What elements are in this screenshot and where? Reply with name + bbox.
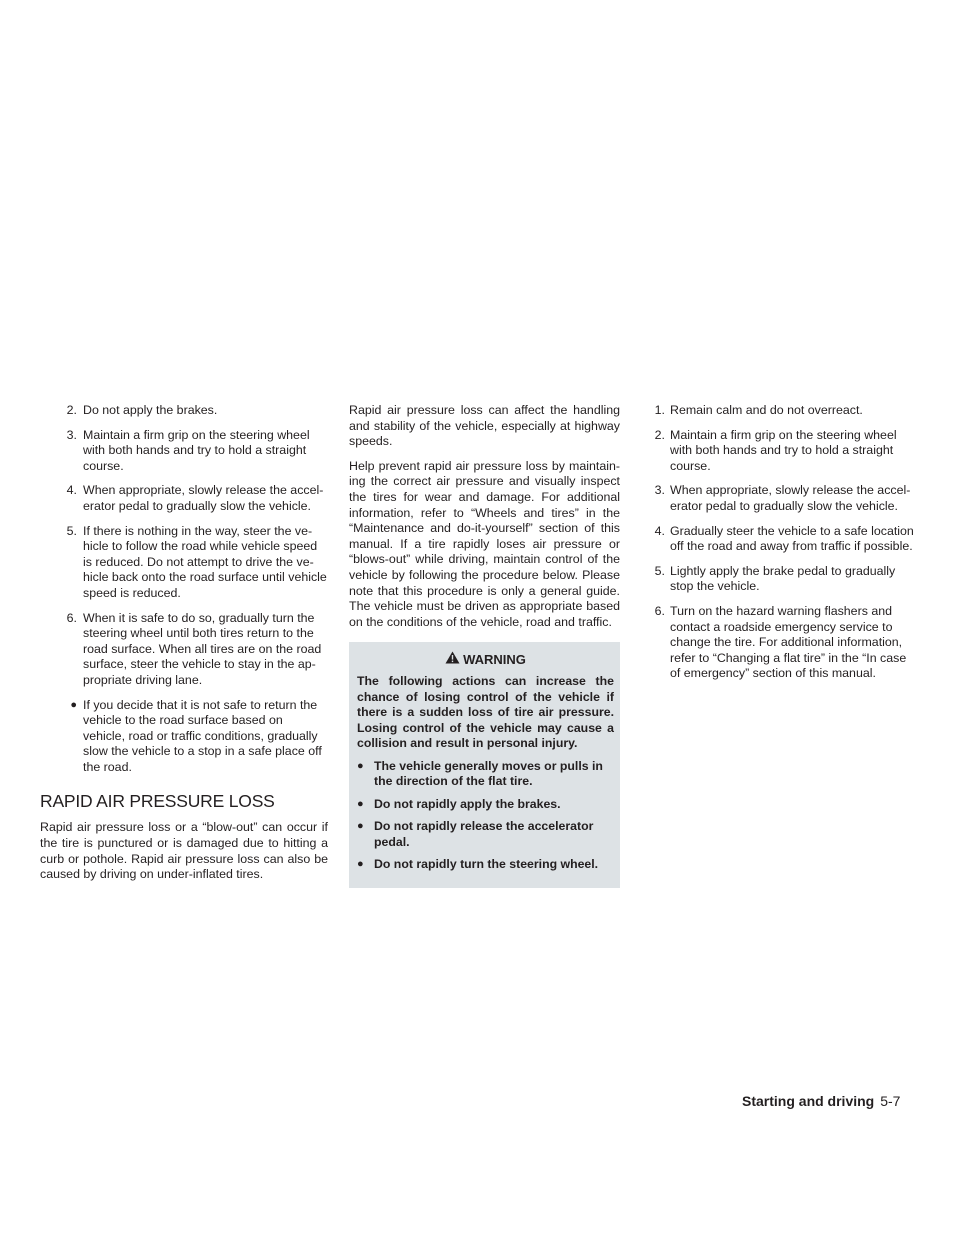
column-left xyxy=(40,403,328,892)
list-item-text: Gradually steer the vehicle to a safe location off the road and away from traffic if possible. xyxy=(670,523,914,554)
list-marker: 1. xyxy=(654,403,665,417)
column-right xyxy=(640,403,915,691)
list-item-text: Do not apply the brakes. xyxy=(83,403,218,417)
warning-bullet xyxy=(357,759,614,790)
list-item-text: Maintain a firm grip on the steering wheel with both hands and try to hold a straight course. xyxy=(83,427,310,473)
list-item xyxy=(640,403,915,419)
list-marker: 5. xyxy=(66,523,77,538)
list-marker: 3. xyxy=(66,427,77,442)
list-item-text: Lightly apply the brake pedal to gradually stop the vehicle. xyxy=(670,563,896,594)
list-item xyxy=(40,483,328,514)
section-title: RAPID AIR PRESSURE LOSS xyxy=(40,791,275,812)
list-item xyxy=(40,403,328,419)
list-item-text: If you decide that it is not safe to return the vehicle to the road surface based on vehicle, road or traffic conditions, gradually slow the vehicle to a stop in a safe place off the road. xyxy=(83,697,322,774)
warning-bullet-text: Do not rapidly release the accelerator pedal. xyxy=(374,819,594,849)
warning-title: WARNING xyxy=(463,651,526,667)
list-item xyxy=(640,524,915,555)
warning-bullet xyxy=(357,797,614,813)
list-item xyxy=(40,698,328,776)
footer-section-title: Starting and driving xyxy=(742,1093,875,1109)
paragraph: Help prevent rapid air pressure loss by maintain-ing the correct air pressure and visually inspect the tires for wear and damage. For additional information, refer to “Wheels and tires” in the “Maintenance and do-it-yourself” section of this manual. If a tire rapidly loses air pressure or “blows-out” while driving, maintain control of the vehicle by following the procedure below. Please note that this procedure is only a general guide. The vehicle must be driven as appropriate based on the conditions of the vehicle, road and traffic. xyxy=(349,458,620,629)
list-item xyxy=(640,564,915,595)
list-item xyxy=(640,604,915,682)
bullet-marker: ● xyxy=(357,797,364,810)
list-item-text: When it is safe to do so, gradually turn the steering wheel until both tires return to the road surface. When all tires are on the road surface, steer the vehicle to stay in the ap-propriate driving lane. xyxy=(83,610,322,687)
warning-triangle-icon xyxy=(445,651,460,667)
paragraph: Rapid air pressure loss can affect the handling and stability of the vehicle, especially at highway speeds. xyxy=(349,403,620,449)
warning-bullet-text: Do not rapidly turn the steering wheel. xyxy=(374,857,599,872)
list-item-text: Turn on the hazard warning flashers and contact a roadside emergency service to change the tire. For additional information, refer to “Changing a flat tire” in the “In case of emergency” section of this manual. xyxy=(670,603,907,681)
list-marker: 6. xyxy=(66,610,77,625)
warning-box xyxy=(349,642,620,888)
list-marker: 2. xyxy=(654,427,665,442)
list-item-text: Maintain a firm grip on the steering wheel with both hands and try to hold a straight course. xyxy=(670,427,897,473)
list-item xyxy=(40,611,328,689)
list-marker: 2. xyxy=(66,403,77,417)
list-item-text: Remain calm and do not overreact. xyxy=(670,403,863,417)
page-number: 5-7 xyxy=(880,1093,901,1109)
section-paragraph: Rapid air pressure loss or a “blow-out” can occur if the tire is punctured or is damaged due to hitting a curb or pothole. Rapid air pressure loss can also be caused by driving on under-inflated tires. xyxy=(40,820,328,882)
page-footer xyxy=(742,1093,917,1109)
list-marker: 4. xyxy=(66,483,77,498)
warning-bullet xyxy=(357,857,614,873)
list-item xyxy=(40,524,328,602)
warning-bullet-text: The vehicle generally moves or pulls in the direction of the flat tire. xyxy=(374,758,603,789)
warning-body: The following actions can increase the chance of losing control of the vehicle if there is a sudden loss of tire air pressure. Losing control of the vehicle may cause a collision and result in personal injury. xyxy=(357,674,614,751)
warning-header xyxy=(357,651,614,667)
warning-bullet-text: Do not rapidly apply the brakes. xyxy=(374,796,561,811)
bullet-marker: ● xyxy=(70,698,77,711)
list-marker: 6. xyxy=(654,603,665,618)
list-item xyxy=(40,428,328,475)
list-item-text: When appropriate, slowly release the accel-erator pedal to gradually slow the vehicle. xyxy=(670,483,911,513)
list-marker: 5. xyxy=(654,563,665,578)
list-item-text: When appropriate, slowly release the accel-erator pedal to gradually slow the vehicle. xyxy=(83,483,324,513)
list-item xyxy=(640,428,915,475)
list-item xyxy=(640,483,915,514)
bullet-marker: ● xyxy=(357,759,364,772)
list-marker: 4. xyxy=(654,523,665,538)
bullet-marker: ● xyxy=(357,820,364,833)
list-item-text: If there is nothing in the way, steer the ve-hicle to follow the road while vehicle speed is reduced. Do not attempt to drive the ve-hicle back onto the road surface until vehicle speed is reduced. xyxy=(83,523,327,600)
bullet-marker: ● xyxy=(357,858,364,871)
column-middle xyxy=(349,403,620,888)
list-marker: 3. xyxy=(654,483,665,498)
warning-bullet xyxy=(357,819,614,850)
